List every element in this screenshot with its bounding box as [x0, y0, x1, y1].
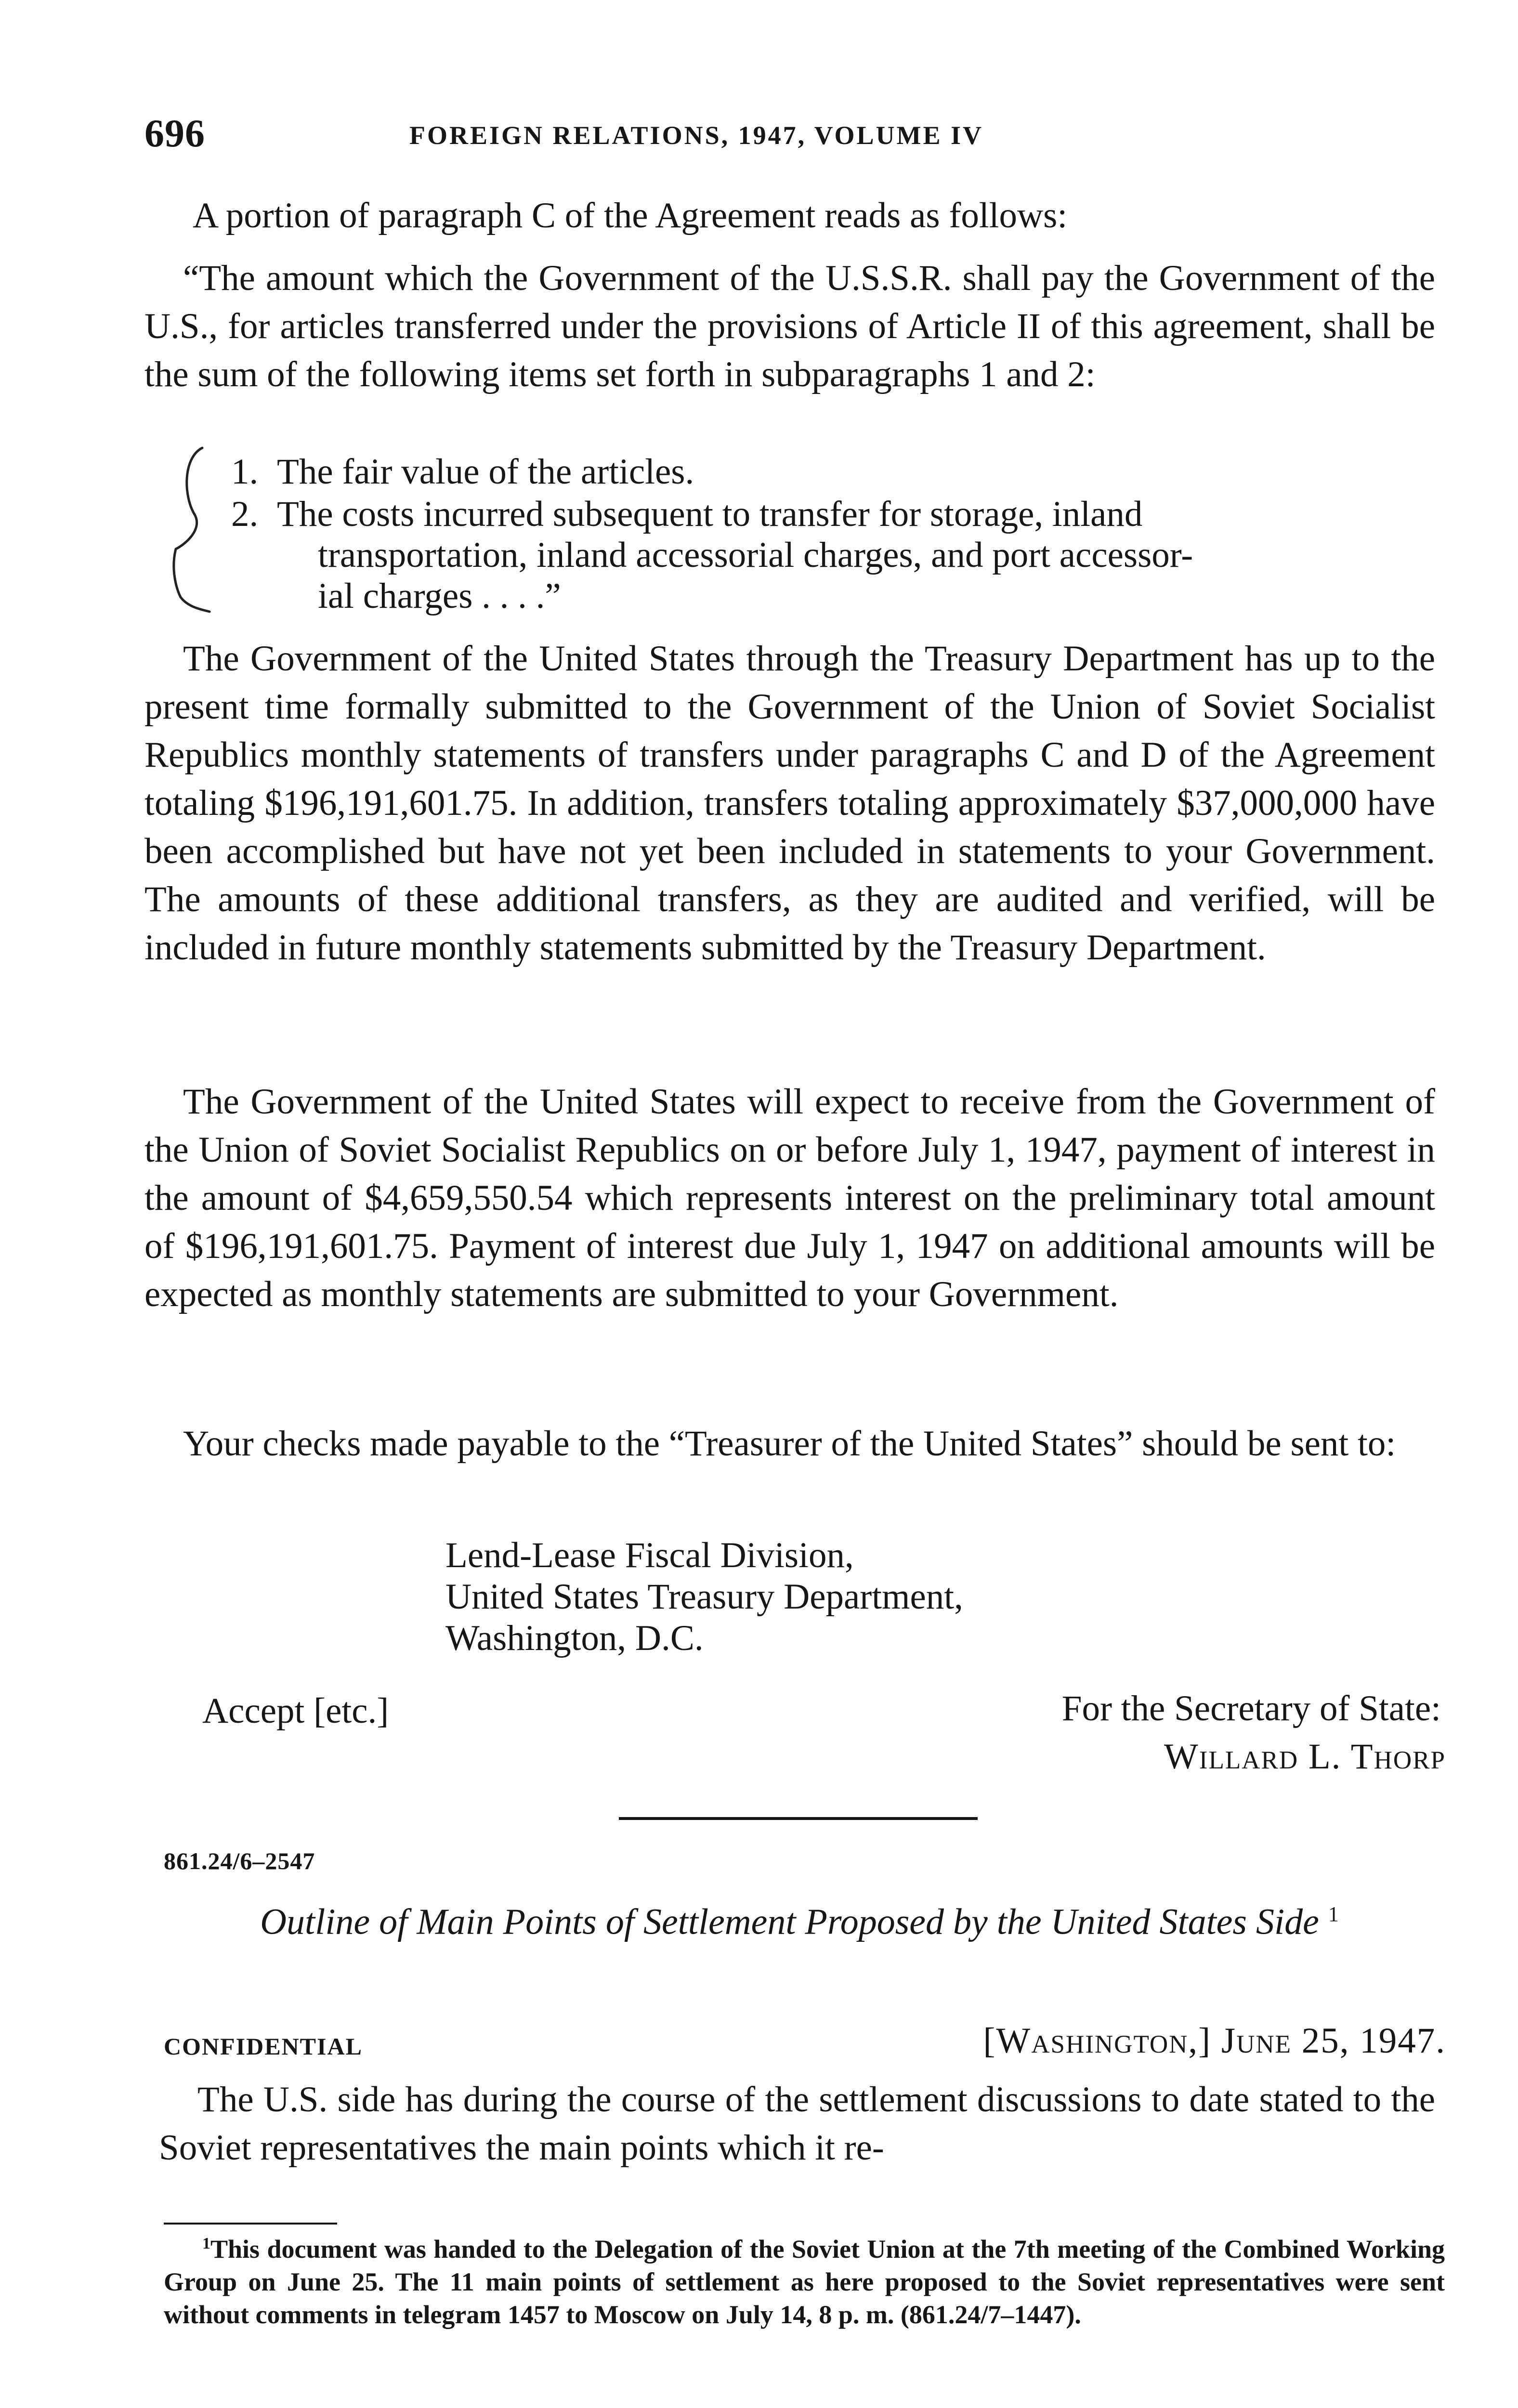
- file-number: 861.24/6–2547: [164, 1847, 315, 1874]
- closing-accept: Accept [etc.]: [202, 1691, 389, 1731]
- quoted-paragraph: “The amount which the Government of the U.S.S.R. shall pay the Government of the U.S., for articles transferred under the provisions of Article II of this agreement, shall be the sum of the following items set forth in subparagraphs 1 and 2:: [144, 258, 1435, 394]
- list-item-2-continuation: transportation, inland accessorial charges, and port accessor-: [318, 535, 1193, 575]
- page-number: 696: [144, 111, 205, 155]
- footnote-reference: 1: [1328, 1902, 1339, 1926]
- document-title: [159, 1890, 1440, 1946]
- body-paragraph: The U.S. side has during the course of the settlement discussions to date stated to the Soviet representatives the main points which it re-: [159, 2080, 1435, 2168]
- footnote-text: This document was handed to the Delegation of the Soviet Union at the 7th meeting of the Combined Working Group on June 25. The 11 main points of settlement as here proposed to the Soviet representatives were sent without comments in telegram 1457 to Moscow on July 14, 8 p. m. (861.24/7–1447).: [164, 2235, 1445, 2329]
- list-item-1: [231, 449, 694, 495]
- classification-label: CONFIDENTIAL: [164, 2033, 363, 2060]
- list-item-number: 1.: [231, 452, 259, 492]
- running-title: FOREIGN RELATIONS, 1947, VOLUME IV: [409, 121, 984, 150]
- document-title-text: Outline of Main Points of Settlement Proposed by the United States Side: [260, 1901, 1319, 1942]
- list-item-2: [231, 491, 1142, 537]
- body-paragraph: The Government of the United States through the Treasury Department has up to the present time formally submitted to the Government of the Union of Soviet Socialist Republics monthly statements of transfers under paragraphs C and D of the Agreement totaling $196,191,601.75. In addition, transfers totaling approximately $37,000,000 have been accomplished but have not yet been included in statements to your Government. The amounts of these additional transfers, as they are audited and verified, will be included in future monthly statements submitted by the Treasury Department.: [144, 639, 1435, 968]
- handwritten-bracket-icon: [161, 443, 219, 616]
- footnote-rule: [164, 2223, 337, 2225]
- body-paragraph: The Government of the United States will expect to receive from the Government of the Union of Soviet Socialist Republics on or before July 1, 1947, payment of interest in the amount of $4,659,550.54 which represents interest on the preliminary total amount of $196,191,601.75. Payment of interest due July 1, 1947 on additional amounts will be expected as monthly statements are submitted to your Government.: [144, 1082, 1435, 1314]
- list-item-2-continuation: ial charges . . . .”: [318, 576, 561, 616]
- footnote: [164, 2227, 1445, 2331]
- list-item-text: The costs incurred subsequent to transfer for storage, inland: [277, 494, 1143, 534]
- address-line: Lend-Lease Fiscal Division,: [445, 1535, 854, 1575]
- list-item-number: 2.: [231, 494, 259, 534]
- dateline: [Washington,] June 25, 1947.: [983, 2021, 1446, 2061]
- list-item-text: The fair value of the articles.: [277, 452, 694, 492]
- intro-line: A portion of paragraph C of the Agreement reads as follows:: [193, 196, 1068, 236]
- footnote-marker: 1: [202, 2235, 210, 2252]
- address-line: Washington, D.C.: [445, 1618, 704, 1658]
- section-divider: [619, 1817, 978, 1820]
- body-paragraph: Your checks made payable to the “Treasurer of the United States” should be sent to:: [183, 1424, 1396, 1464]
- closing-for-secretary: For the Secretary of State:: [1061, 1688, 1441, 1728]
- signature: Willard L. Thorp: [1164, 1737, 1446, 1777]
- address-line: United States Treasury Department,: [445, 1577, 963, 1617]
